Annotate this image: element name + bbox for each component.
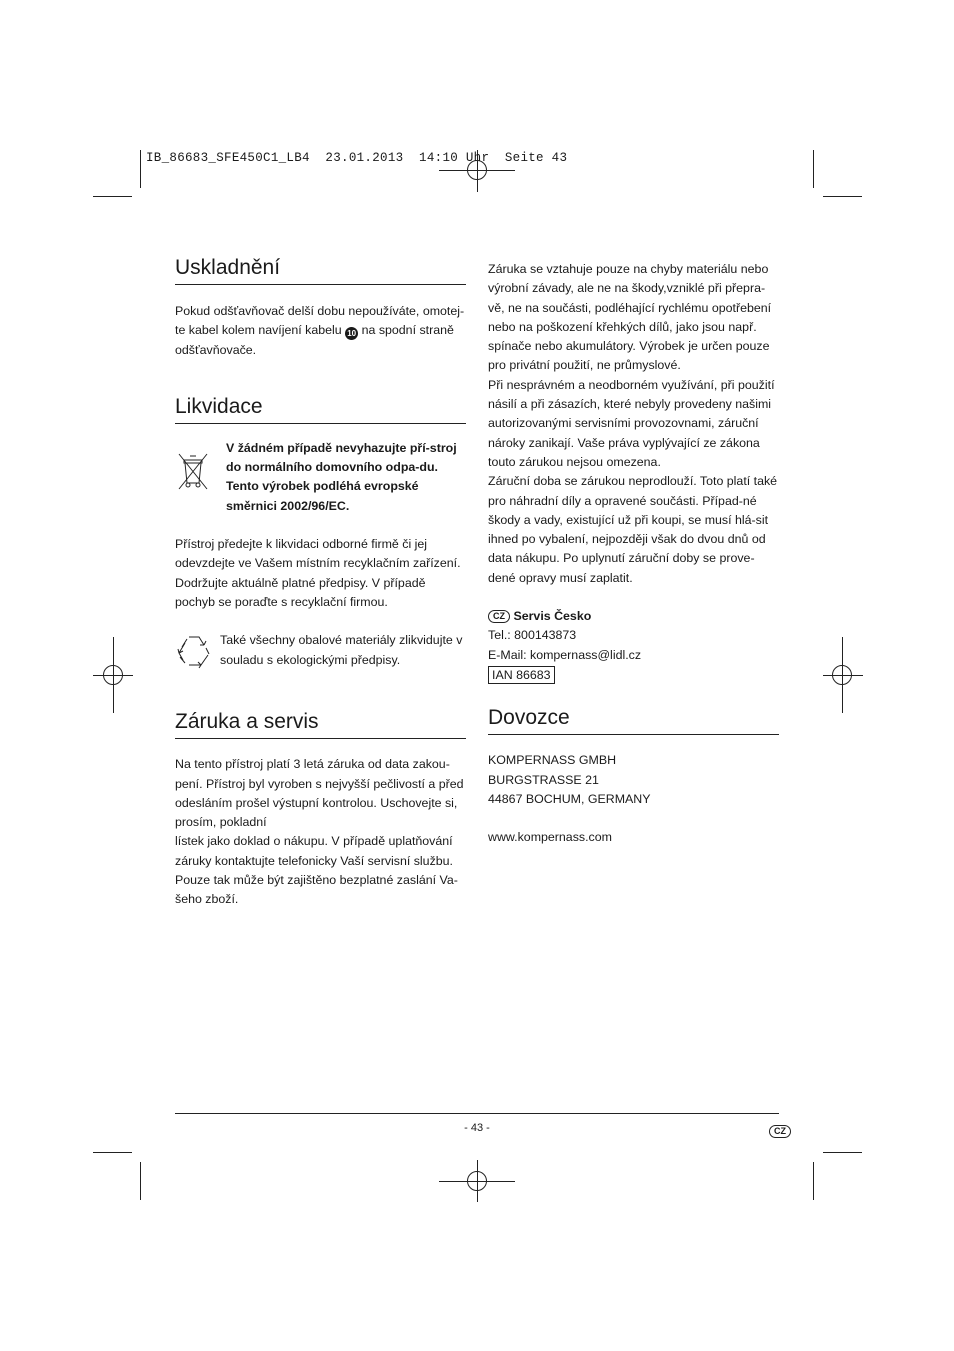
crossed-bin-icon <box>175 439 225 516</box>
importer-line-3: 44867 BOCHUM, GERMANY <box>488 791 651 806</box>
disposal-warning: V žádném případě nevyhazujte pří-stroj do normálního domovního odpa-du. Tento výrobek podléhá evropské směrnici 2002/96/EC. <box>226 440 457 513</box>
callout-number: 10 <box>345 327 358 340</box>
crop-mark <box>813 1162 814 1200</box>
warranty-text-3: Záruka se vztahuje pouze na chyby materiálu nebo výrobní závady, ale ne na škody,vzniklé při přepra-vě, ne na součásti, podléhající rychlému opotřebení nebo na poškození křehkých dílů, jako jsou např. spínače nebo akumulátory. Výrobek je určen pouze pro privátní použití, ne průmyslové. <box>488 262 772 373</box>
packaging-text: Také všechny obalové materiály zlikvidujte v souladu s ekologickými předpisy. <box>220 633 463 667</box>
registration-circle <box>832 665 852 685</box>
storage-heading: Uskladnění <box>175 255 466 285</box>
footer-lang-badge: CZ <box>769 1125 791 1138</box>
importer-line-1: KOMPERNASS GMBH <box>488 753 617 768</box>
right-column <box>488 260 779 847</box>
crop-mark <box>93 196 132 197</box>
crop-mark <box>93 1152 132 1153</box>
warranty-heading: Záruka a servis <box>175 709 466 739</box>
crop-mark <box>823 1152 862 1153</box>
storage-text: Pokud odšťavňovač delší dobu nepoužíváte, omotej-te kabel kolem navíjení kabelu 10 na spodní straně odšťavňovače. <box>175 304 465 357</box>
crop-mark <box>813 150 814 188</box>
warranty-text-1: Na tento přístroj platí 3 letá záruka od data zakou-pení. Přístroj byl vyroben s nejvyšší pečlivostí a před odesláním prošel výstupní kontrolou. Uschovejte si, prosím, pokladní <box>175 757 464 830</box>
service-name: CZ Servis Česko <box>488 607 779 626</box>
crop-mark <box>140 1162 141 1200</box>
service-email[interactable]: E-Mail: kompernass@lidl.cz <box>488 647 642 662</box>
recycle-icon <box>175 631 220 674</box>
importer-web[interactable]: www.kompernass.com <box>488 830 612 845</box>
crop-mark <box>140 150 141 188</box>
country-badge: CZ <box>488 610 510 623</box>
registration-circle <box>103 665 123 685</box>
disposal-text: Přístroj předejte k likvidaci odborné firmě či jej odevzdejte ve Vašem místním recyklačním zařízení. Dodržujte aktuálně platné předpisy. V případě pochyb se poraďte s recyklační firmou. <box>175 537 461 609</box>
registration-circle <box>467 1171 487 1191</box>
page-number: - 43 - <box>464 1122 490 1134</box>
ian-box: IAN 86683 <box>488 666 555 684</box>
importer-heading: Dovozce <box>488 705 779 735</box>
footer-rule <box>175 1113 779 1114</box>
warranty-text-2: lístek jako doklad o nákupu. V případě uplatňování záruky kontaktujte telefonicky Vaší servisní službu. Pouze tak může být zajištěno bezplatné zaslání Va-šeho zboží. <box>175 834 458 907</box>
importer-line-2: BURGSTRASSE 21 <box>488 772 599 787</box>
service-tel[interactable]: Tel.: 800143873 <box>488 628 577 643</box>
print-slug: IB_86683_SFE450C1_LB4 23.01.2013 14:10 Uhr Seite 43 <box>146 151 568 165</box>
crop-mark <box>823 196 862 197</box>
disposal-heading: Likvidace <box>175 394 466 424</box>
disposal-warning-block <box>175 439 466 516</box>
warranty-text-5: Záruční doba se zárukou neprodlouží. Toto platí také pro náhradní díly a opravené součásti. Případ-né škody a vady, existující už při koupi, se musí hlá-sit ihned po vybalení, nejpozději však do dvou dnů od data nákupu. Po uplynutí záruční doby se prove-dené opravy musí zaplatit. <box>488 474 778 585</box>
left-column <box>175 255 466 910</box>
packaging-block <box>175 631 466 674</box>
warranty-text-4: Při nesprávném a neodborném využívání, při použití násilí a při zásazích, které nebyly provedeny našimi autorizovanými servisními provozovnami, záruční nároky zanikají. Vaše práva vyplývající ze zákona touto zárukou nejsou omezena. <box>488 377 775 469</box>
